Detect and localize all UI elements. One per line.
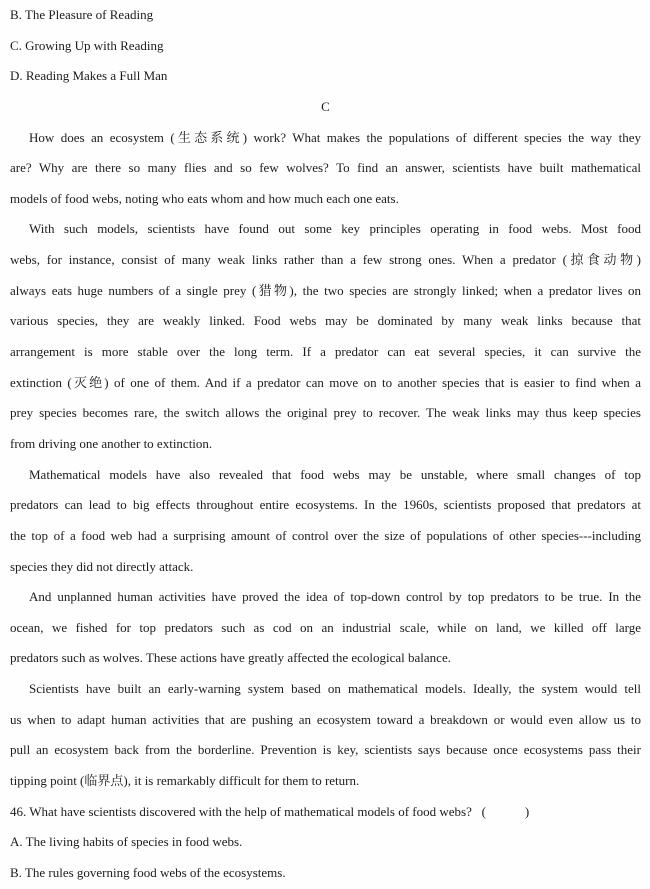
passage-paragraph-line: pull an ecosystem back from the borderline. Prevention is key, scientists says because once ecosystems pass their [10,742,641,758]
passage-paragraph-line: With such models, scientists have found out some key principles operating in food webs. Most food [29,221,641,237]
passage-paragraph-line: species they did not directly attack. [10,558,194,574]
passage-paragraph-line: arrangement is more stable over the long term. If a predator can eat several species, it can survive the [10,344,641,360]
passage-paragraph-line: And unplanned human activities have proved the idea of top-down control by top predators to be true. In the [29,589,641,605]
passage-paragraph-line: ocean, we fished for top predators such as cod on an industrial scale, while on land, we killed off large [10,619,641,635]
passage-paragraph-line: Scientists have built an early-warning system based on mathematical models. Ideally, the system would tell [29,681,641,697]
answer-option-line: C. Growing Up with Reading [10,37,164,53]
passage-paragraph-line: the top of a food web had a surprising amount of control over the size of populations of other species---including [10,527,641,543]
passage-paragraph-line: extinction (灭绝) of one of them. And if a predator can move on to another species that is easier to find when a [10,374,641,390]
passage-paragraph-line: are? Why are there so many flies and so few wolves? To find an answer, scientists have built mathematical [10,160,641,176]
section-heading: C [321,98,330,114]
answer-option-line: B. The rules governing food webs of the ecosystems. [10,864,286,880]
passage-paragraph-line: models of food webs, noting who eats whom and how much each one eats. [10,190,399,206]
answer-option-line: B. The Pleasure of Reading [10,7,154,22]
answer-option-line: D. Reading Makes a Full Man [10,68,168,84]
passage-paragraph-line: webs, for instance, consist of many weak links rather than a few strong ones. When a predator (掠食动物) [10,252,641,268]
passage-paragraph-line: predators such as wolves. These actions have greatly affected the ecological balance. [10,650,451,666]
passage-paragraph-line: predators can lead to big effects throughout entire ecosystems. In the 1960s, scientists proposed that predators at [10,497,641,513]
document-body [10,0,641,889]
passage-paragraph-line: prey species becomes rare, the switch allows the original prey to recover. The weak links may thus keep species [10,405,641,421]
passage-paragraph-line: tipping point (临界点), it is remarkably difficult for them to return. [10,773,360,789]
passage-paragraph-line: from driving one another to extinction. [10,435,213,451]
answer-option-line: A. The living habits of species in food webs. [10,834,243,850]
passage-paragraph-line: How does an ecosystem (生态系统) work? What makes the populations of different species the way they [29,129,641,145]
passage-paragraph-line: Mathematical models have also revealed that food webs may be unstable, where small changes of top [29,466,641,482]
passage-paragraph-line: us when to adapt human activities that are pushing an ecosystem toward a breakdown or would even allow us to [10,711,641,727]
passage-paragraph-line: always eats huge numbers of a single prey (猎物), the two species are strongly linked; when a predator lives on [10,282,641,298]
passage-paragraph-line: various species, they are weakly linked. Food webs may be dominated by many weak links because that [10,313,641,329]
question-line: 46. What have scientists discovered with the help of mathematical models of food webs? ( ) [10,803,530,819]
